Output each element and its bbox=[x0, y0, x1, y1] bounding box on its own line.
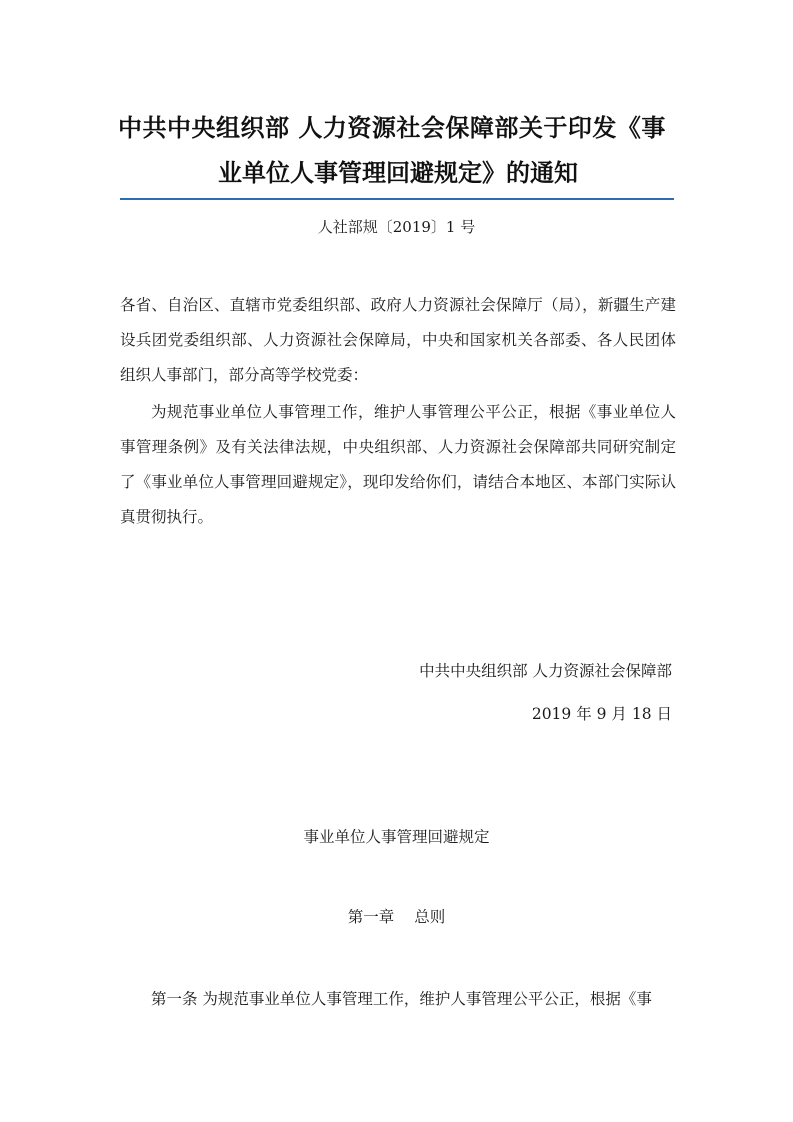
title-divider bbox=[120, 198, 674, 200]
body-paragraph: 为规范事业单位人事管理工作，维护人事管理公平公正，根据《事业单位人事管理条例》及有关法律法规，中央组织部、人力资源社会保障部共同研究制定了《事业单位人事管理回避规定》，现印发给你们，请结合本地区、本部门实际认真贯彻执行。 bbox=[120, 403, 676, 526]
title-line-2: 业单位人事管理回避规定》的通知 bbox=[218, 159, 578, 187]
regulation-title: 事业单位人事管理回避规定 bbox=[303, 828, 490, 846]
signature-date: 2019 年 9 月 18 日 bbox=[531, 705, 672, 723]
document-number: 人社部规〔2019〕1 号 bbox=[317, 218, 476, 236]
signature-organization: 中共中央组织部 人力资源社会保障部 bbox=[419, 662, 672, 680]
chapter-name: 总则 bbox=[414, 908, 446, 926]
addressee-paragraph: 各省、自治区、直辖市党委组织部、政府人力资源社会保障厅（局），新疆生产建设兵团党委组织部、人力资源社会保障局，中央和国家机关各部委、各人民团体组织人事部门，部分高等学校党委： bbox=[120, 296, 676, 384]
chapter-heading bbox=[0, 906, 793, 928]
article-1: 第一条 为规范事业单位人事管理工作，维护人事管理公平公正，根据《事 bbox=[151, 990, 652, 1008]
title-line-1: 中共中央组织部 人力资源社会保障部关于印发《事 bbox=[118, 114, 666, 142]
chapter-number: 第一章 bbox=[347, 908, 395, 926]
document-title bbox=[118, 106, 678, 196]
